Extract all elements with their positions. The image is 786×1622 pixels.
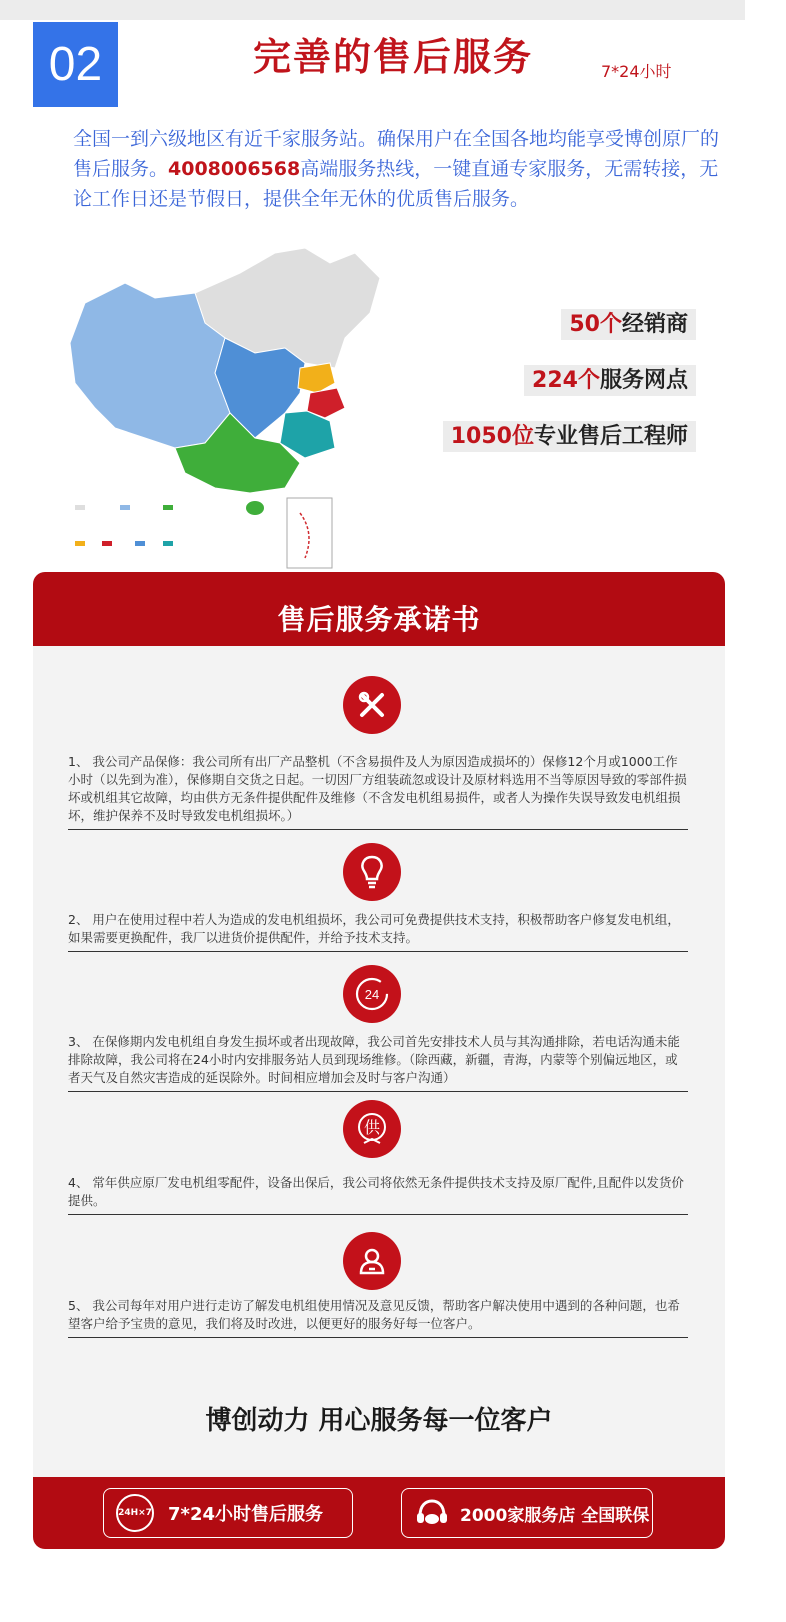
service-stores-label: 2000家服务店 全国联保 xyxy=(460,1505,650,1526)
headset-icon xyxy=(414,1498,450,1528)
hotline-number[interactable]: 4008006568 xyxy=(168,158,301,180)
service-slogan: 博创动力 用心服务每一位客户 xyxy=(205,1406,553,1436)
service-promise-card xyxy=(33,572,725,1549)
wrench-screwdriver-icon xyxy=(343,676,401,734)
clock-24-glyph: 24 xyxy=(364,987,380,1002)
clock-24x7-icon: 24H×7 xyxy=(116,1494,154,1532)
promise-item-1: 1、 我公司产品保修：我公司所有出厂产品整机（不含易损件及人为原因造成损坏的）保修12个月或1000工作小时（以先到为准），保修期自交货之日起。一切因厂方组装疏忽或设计及原材料选用不当等原因导致的零部件损坏或机组其它故障，均由供方无条件提供配件及维修（不含发电机组易损件，或者人为操作失误导致发电机组损坏，维护保养不及时导致发电机组损坏。） xyxy=(68,753,688,830)
stat-engineers xyxy=(443,421,696,452)
customer-service-icon xyxy=(343,1232,401,1290)
intro-text-after: 高端服务热线，一键直通专家服务，无需转接，无论工作日还是节假日，提供全年无休的优质售后服务。 xyxy=(73,158,719,210)
hours-label: 7*24小时 xyxy=(601,62,672,81)
promise-item-5: 5、 我公司每年对用户进行走访了解发电机组使用情况及意见反馈，帮助客户解决使用中遇到的各种问题，也希望客户给予宝贵的意见，我们将及时改进，以便更好的服务好每一位客户。 xyxy=(68,1297,688,1338)
china-service-map xyxy=(55,243,395,573)
promise-header xyxy=(33,572,725,646)
stat-service-points-label: 服务网点 xyxy=(599,368,688,393)
stat-dealers xyxy=(561,309,696,340)
intro-paragraph xyxy=(73,124,723,214)
stat-dealers-number: 50个 xyxy=(569,312,622,337)
promise-item-4: 4、 常年供应原厂发电机组零配件，设备出保后，我公司将依然无条件提供技术支持及原厂配件,且配件以发货价提供。 xyxy=(68,1174,688,1215)
supply-icon xyxy=(343,1100,401,1158)
footer-bar xyxy=(33,1477,725,1549)
section-title: 完善的售后服务 xyxy=(252,35,533,79)
lightbulb-icon xyxy=(343,843,401,901)
stat-dealers-label: 经销商 xyxy=(621,312,688,337)
supply-glyph: 供 xyxy=(363,1118,381,1137)
service-hours-button[interactable] xyxy=(103,1488,353,1538)
stat-service-points-number: 224个 xyxy=(532,368,600,393)
clock-24-icon xyxy=(343,965,401,1023)
promise-item-3: 3、 在保修期内发电机组自身发生损坏或者出现故障，我公司首先安排技术人员与其沟通排除，若电话沟通未能排除故障，我公司将在24小时内安排服务站人员到现场维修。（除西藏，新疆，青海，内蒙等个别偏远地区，或者天气及自然灾害造成的延误除外。时间相应增加会及时与客户沟通） xyxy=(68,1033,688,1092)
top-strip xyxy=(0,0,745,20)
promise-title: 售后服务承诺书 xyxy=(277,603,481,636)
service-stores-button[interactable] xyxy=(401,1488,653,1538)
stat-engineers-label: 专业售后工程师 xyxy=(533,424,688,449)
intro-text-before: 全国一到六级地区有近千家服务站。确保用户在全国各地均能享受博创原厂的售后服务。 xyxy=(73,128,720,180)
stat-engineers-number: 1050位 xyxy=(450,424,534,449)
promise-item-2: 2、 用户在使用过程中若人为造成的发电机组损坏，我公司可免费提供技术支持，积极帮助客户修复发电机组，如果需要更换配件，我厂以进货价提供配件，并给予技术支持。 xyxy=(68,911,688,952)
service-hours-label: 7*24小时售后服务 xyxy=(168,1504,323,1525)
stat-service-points xyxy=(524,365,696,396)
section-number-badge: 02 xyxy=(33,22,118,107)
